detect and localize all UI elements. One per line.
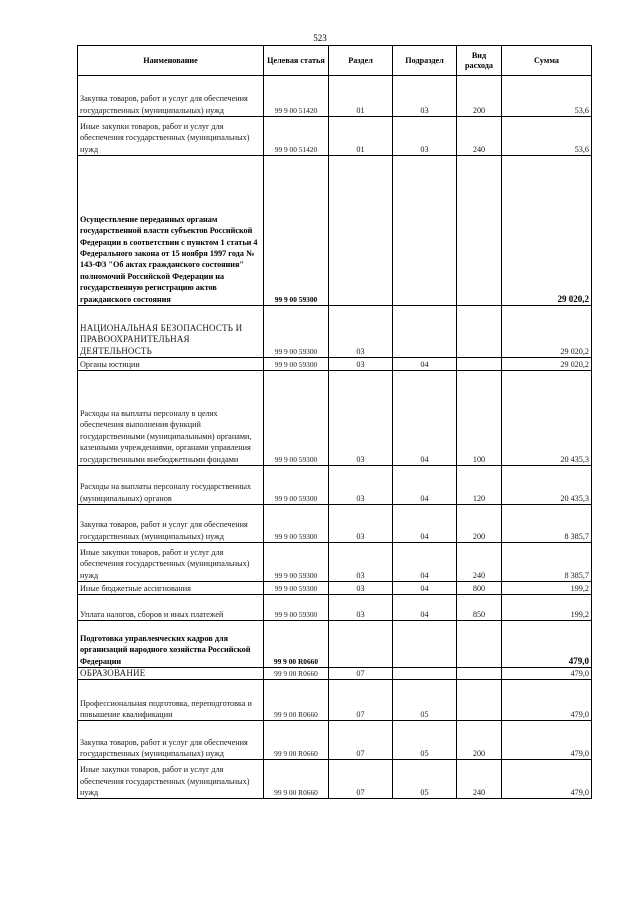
row-expense-type-cell: 240 <box>457 117 502 156</box>
row-target-item-cell: 99 9 00 R0660 <box>264 680 329 721</box>
row-expense-type-cell: 850 <box>457 595 502 621</box>
table-row <box>78 505 592 543</box>
table-row <box>78 582 592 595</box>
row-target-item-cell: 99 9 00 59300 <box>264 466 329 505</box>
row-amount-cell: 8 385,7 <box>502 505 592 543</box>
row-section-cell: 07 <box>329 668 393 680</box>
row-subsection-cell: 04 <box>393 582 457 595</box>
row-amount-cell: 479,0 <box>502 668 592 680</box>
row-expense-type-cell <box>457 358 502 371</box>
table-row <box>78 156 592 306</box>
header-target-item: Целевая статья <box>264 46 329 76</box>
header-name: Наименование <box>78 46 264 76</box>
row-expense-type-cell: 200 <box>457 76 502 117</box>
row-section-cell: 03 <box>329 595 393 621</box>
row-expense-type-cell: 200 <box>457 505 502 543</box>
table-row <box>78 306 592 358</box>
table-row <box>78 358 592 371</box>
row-section-cell: 03 <box>329 306 393 358</box>
row-subsection-cell <box>393 156 457 306</box>
row-expense-type-cell: 120 <box>457 466 502 505</box>
row-name-cell: Иные закупки товаров, работ и услуг для обеспечения государственных (муниципальных) нужд <box>78 760 264 799</box>
row-expense-type-cell: 200 <box>457 721 502 760</box>
row-amount-cell: 29 020,2 <box>502 358 592 371</box>
row-target-item-cell: 99 9 00 R0660 <box>264 721 329 760</box>
row-expense-type-cell <box>457 621 502 668</box>
row-amount-cell: 53,6 <box>502 117 592 156</box>
row-subsection-cell: 05 <box>393 680 457 721</box>
row-expense-type-cell <box>457 156 502 306</box>
table-header <box>78 46 592 76</box>
row-expense-type-cell: 800 <box>457 582 502 595</box>
row-section-cell: 03 <box>329 371 393 466</box>
row-target-item-cell: 99 9 00 59300 <box>264 595 329 621</box>
row-name-cell: Закупка товаров, работ и услуг для обеспечения государственных (муниципальных) нужд <box>78 721 264 760</box>
row-name-cell: Закупка товаров, работ и услуг для обеспечения государственных (муниципальных) нужд <box>78 76 264 117</box>
row-subsection-cell <box>393 621 457 668</box>
row-subsection-cell: 04 <box>393 466 457 505</box>
table-row <box>78 117 592 156</box>
row-section-cell: 03 <box>329 505 393 543</box>
table-row <box>78 680 592 721</box>
row-amount-cell: 479,0 <box>502 721 592 760</box>
row-section-cell: 03 <box>329 543 393 582</box>
header-expense-type: Вид расхода <box>457 46 502 76</box>
row-amount-cell: 20 435,3 <box>502 466 592 505</box>
row-target-item-cell: 99 9 00 59300 <box>264 358 329 371</box>
row-subsection-cell: 04 <box>393 371 457 466</box>
row-section-cell: 03 <box>329 358 393 371</box>
row-subsection-cell: 03 <box>393 117 457 156</box>
header-amount: Сумма <box>502 46 592 76</box>
page-number: 523 <box>313 33 327 43</box>
row-expense-type-cell: 240 <box>457 760 502 799</box>
row-name-cell: Уплата налогов, сборов и иных платежей <box>78 595 264 621</box>
row-amount-cell: 479,0 <box>502 621 592 668</box>
row-section-cell: 01 <box>329 117 393 156</box>
row-expense-type-cell <box>457 668 502 680</box>
row-subsection-cell: 04 <box>393 543 457 582</box>
row-subsection-cell: 05 <box>393 760 457 799</box>
row-subsection-cell: 05 <box>393 721 457 760</box>
table-body <box>78 76 592 799</box>
budget-table <box>77 45 592 799</box>
row-subsection-cell <box>393 306 457 358</box>
row-section-cell <box>329 156 393 306</box>
row-target-item-cell: 99 9 00 59300 <box>264 505 329 543</box>
row-subsection-cell: 04 <box>393 358 457 371</box>
row-section-cell: 07 <box>329 721 393 760</box>
row-amount-cell: 20 435,3 <box>502 371 592 466</box>
row-name-cell: Расходы на выплаты персоналу государственных (муниципальных) органов <box>78 466 264 505</box>
row-section-cell: 07 <box>329 760 393 799</box>
row-name-cell: Расходы на выплаты персоналу в целях обеспечения выполнения функций государственными (муниципальными) органами, казенными учреждениями, органами управления государственными внебюджетными фондами <box>78 371 264 466</box>
table-row <box>78 721 592 760</box>
row-target-item-cell: 99 9 00 R0660 <box>264 668 329 680</box>
row-subsection-cell: 04 <box>393 595 457 621</box>
row-section-cell: 03 <box>329 466 393 505</box>
row-name-cell: Иные закупки товаров, работ и услуг для обеспечения государственных (муниципальных) нужд <box>78 543 264 582</box>
row-subsection-cell <box>393 668 457 680</box>
row-name-cell: Профессиональная подготовка, переподготовка и повышение квалификации <box>78 680 264 721</box>
row-target-item-cell: 99 9 00 R0660 <box>264 621 329 668</box>
row-expense-type-cell: 240 <box>457 543 502 582</box>
row-section-cell <box>329 621 393 668</box>
table-row <box>78 466 592 505</box>
row-name-cell: Осуществление переданных органам государственной власти субъектов Российской Федерации в соответствии с пунктом 1 статьи 4 Федерального закона от 15 ноября 1997 года № 143-ФЗ "Об актах гражданского состояния" полномочий Российской Федерации на государственную регистрацию актов гражданского состояния <box>78 156 264 306</box>
row-target-item-cell: 99 9 00 59300 <box>264 543 329 582</box>
row-target-item-cell: 99 9 00 59300 <box>264 306 329 358</box>
row-section-cell: 03 <box>329 582 393 595</box>
row-amount-cell: 199,2 <box>502 582 592 595</box>
header-subsection: Подраздел <box>393 46 457 76</box>
row-name-cell: ОБРАЗОВАНИЕ <box>78 668 264 680</box>
row-amount-cell: 479,0 <box>502 760 592 799</box>
row-expense-type-cell: 100 <box>457 371 502 466</box>
row-target-item-cell: 99 9 00 59300 <box>264 582 329 595</box>
row-section-cell: 07 <box>329 680 393 721</box>
row-section-cell: 01 <box>329 76 393 117</box>
row-subsection-cell: 04 <box>393 505 457 543</box>
table-row <box>78 668 592 680</box>
row-target-item-cell: 99 9 00 51420 <box>264 76 329 117</box>
row-amount-cell: 479,0 <box>502 680 592 721</box>
row-name-cell: НАЦИОНАЛЬНАЯ БЕЗОПАСНОСТЬ И ПРАВООХРАНИТЕЛЬНАЯ ДЕЯТЕЛЬНОСТЬ <box>78 306 264 358</box>
row-amount-cell: 199,2 <box>502 595 592 621</box>
row-subsection-cell: 03 <box>393 76 457 117</box>
row-target-item-cell: 99 9 00 59300 <box>264 371 329 466</box>
header-section: Раздел <box>329 46 393 76</box>
row-amount-cell: 8 385,7 <box>502 543 592 582</box>
row-name-cell: Органы юстиции <box>78 358 264 371</box>
row-expense-type-cell <box>457 680 502 721</box>
row-expense-type-cell <box>457 306 502 358</box>
row-target-item-cell: 99 9 00 59300 <box>264 156 329 306</box>
row-amount-cell: 29 020,2 <box>502 156 592 306</box>
row-name-cell: Иные бюджетные ассигнования <box>78 582 264 595</box>
table-row <box>78 621 592 668</box>
row-target-item-cell: 99 9 00 R0660 <box>264 760 329 799</box>
row-amount-cell: 29 020,2 <box>502 306 592 358</box>
row-amount-cell: 53,6 <box>502 76 592 117</box>
table-row <box>78 543 592 582</box>
row-name-cell: Иные закупки товаров, работ и услуг для обеспечения государственных (муниципальных) нужд <box>78 117 264 156</box>
table-row <box>78 595 592 621</box>
row-target-item-cell: 99 9 00 51420 <box>264 117 329 156</box>
row-name-cell: Закупка товаров, работ и услуг для обеспечения государственных (муниципальных) нужд <box>78 505 264 543</box>
table-row <box>78 760 592 799</box>
table-row <box>78 371 592 466</box>
table-row <box>78 76 592 117</box>
row-name-cell: Подготовка управленческих кадров для организаций народного хозяйства Российской Федерации <box>78 621 264 668</box>
